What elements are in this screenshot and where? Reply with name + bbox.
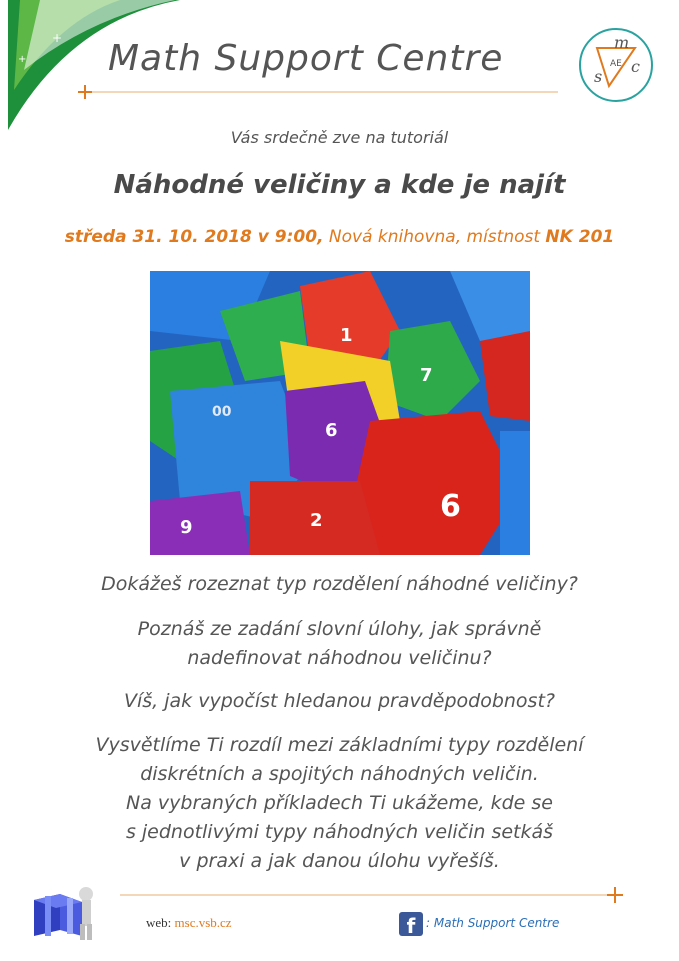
question-1: Dokážeš rozeznat typ rozdělení náhodné veličiny?	[101, 573, 578, 595]
event-info	[0, 227, 679, 247]
event-date-time: středa 31. 10. 2018 v 9:00,	[64, 227, 324, 247]
question-2-line-1: Poznáš ze zadání slovní úlohy, jak správně	[137, 618, 542, 640]
msc-logo	[577, 26, 655, 104]
header-divider	[78, 82, 588, 102]
invite-text: Vás srdečně zve na tutoriál	[230, 128, 449, 147]
description-line-4: s jednotlivými typy náhodných veličin setkáš	[125, 821, 554, 843]
svg-text:00: 00	[212, 404, 232, 420]
logo-title: Math Support Centre	[108, 38, 504, 79]
svg-text:9: 9	[180, 517, 193, 538]
description-line-5: v praxi a jak danou úlohu vyřešíš.	[179, 850, 500, 872]
svg-text:+: +	[32, 88, 40, 98]
logo-letter-m: m	[614, 33, 630, 52]
svg-text:1: 1	[340, 325, 353, 346]
logo-letter-s: s	[594, 67, 603, 86]
tutorial-title: Náhodné veličiny a kde je najít	[113, 170, 566, 200]
gift-box-icon	[30, 880, 98, 942]
description-line-1: Vysvětlíme Ti rozdíl mezi základními typy rozdělení	[95, 734, 584, 756]
event-place: Nová knihovna, místnost	[323, 227, 546, 247]
dice-photo	[150, 271, 530, 555]
facebook-page-label[interactable]: : Math Support Centre	[426, 916, 560, 930]
logo-letter-c: c	[631, 57, 640, 76]
event-room: NK 201	[545, 227, 615, 247]
logo-inner-text: AE	[610, 59, 622, 69]
svg-text:6: 6	[325, 420, 338, 441]
question-3: Víš, jak vypočíst hledanou pravděpodobnost?	[123, 690, 555, 712]
svg-text:+: +	[52, 31, 63, 45]
description-line-2: diskrétních a spojitých náhodných veličin.	[140, 763, 539, 785]
web-label: web:	[146, 915, 175, 930]
svg-text:+: +	[18, 54, 27, 65]
web-url-link[interactable]: msc.vsb.cz	[174, 915, 232, 930]
description-line-3: Na vybraných příkladech Ti ukážeme, kde se	[126, 792, 553, 814]
svg-text:2: 2	[310, 510, 323, 531]
facebook-icon[interactable]: f	[399, 912, 423, 936]
question-2-line-2: nadefinovat náhodnou veličinu?	[187, 647, 492, 669]
svg-text:7: 7	[420, 365, 433, 386]
footer-web	[146, 915, 232, 931]
svg-text:6: 6	[440, 489, 461, 524]
footer-divider	[120, 885, 625, 905]
